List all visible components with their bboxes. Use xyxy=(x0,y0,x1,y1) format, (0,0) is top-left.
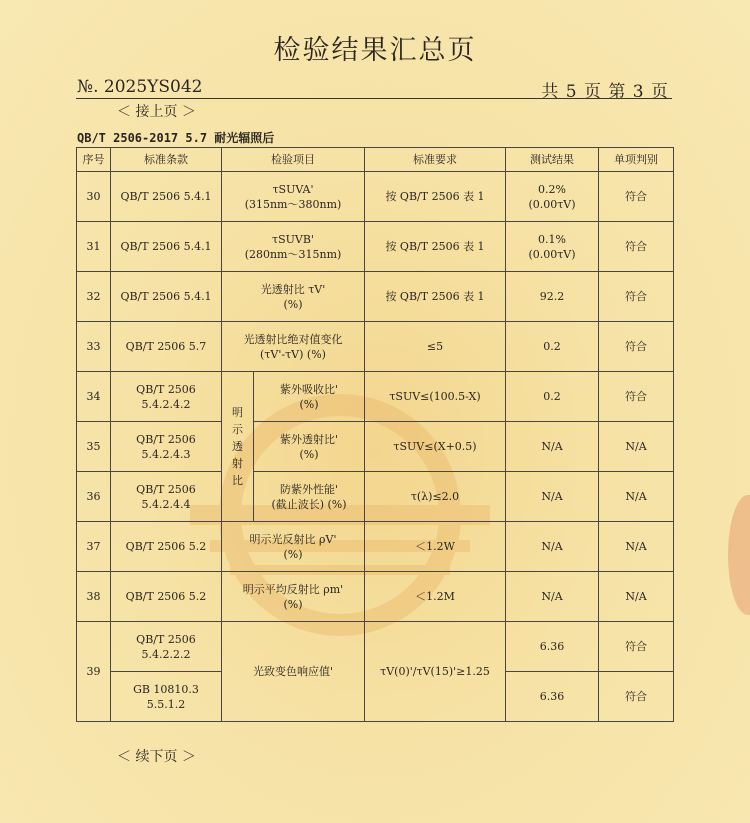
row-item xyxy=(222,322,365,372)
table-row xyxy=(77,522,674,572)
row-item xyxy=(254,372,365,422)
line-2: (0.00τV) xyxy=(528,197,576,211)
row-result: 6.36 xyxy=(506,622,599,672)
row-item xyxy=(222,272,365,322)
row-requirement: 按 QB/T 2506 表 1 xyxy=(365,272,506,322)
header-no: 序号 xyxy=(77,148,111,172)
row-clause: QB/T 2506 5.4.2.4.3 xyxy=(111,422,222,472)
row-requirement: ＜1.2M xyxy=(365,572,506,622)
row-result xyxy=(506,272,599,322)
continued-from-previous: ＜ 接上页 ＞ xyxy=(117,104,196,120)
header-requirement: 标准要求 xyxy=(365,148,506,172)
row-judgement: 符合 xyxy=(599,272,674,322)
row-requirement: 按 QB/T 2506 表 1 xyxy=(365,172,506,222)
row-judgement: 符合 xyxy=(599,622,674,672)
row-result xyxy=(506,222,599,272)
row-number: 34 xyxy=(77,372,111,422)
row-judgement: N/A xyxy=(599,422,674,472)
row-judgement: 符合 xyxy=(599,322,674,372)
row-judgement: 符合 xyxy=(599,672,674,722)
group-label: 明示透射比 xyxy=(222,372,254,522)
row-number: 37 xyxy=(77,522,111,572)
header-result: 测试结果 xyxy=(506,148,599,172)
row-result xyxy=(506,522,599,572)
line-1: 紫外透射比' xyxy=(279,432,339,446)
report-number: №. 2025YS042 xyxy=(77,77,203,97)
red-stamp xyxy=(728,495,750,615)
row-clause: GB 10810.3 5.5.1.2 xyxy=(111,672,222,722)
line-2: (280nm～315nm) xyxy=(244,247,342,261)
row-clause: QB/T 2506 5.4.2.2.2 xyxy=(111,622,222,672)
line-1: τSUVB' xyxy=(272,232,314,246)
row-number: 35 xyxy=(77,422,111,472)
row-number: 39 xyxy=(77,622,111,722)
row-clause: QB/T 2506 5.4.1 xyxy=(111,272,222,322)
row-judgement: N/A xyxy=(599,472,674,522)
line-1: 0.2% xyxy=(538,182,566,196)
line-2: (%) xyxy=(299,397,319,411)
table-row xyxy=(77,472,674,522)
table-row xyxy=(77,372,674,422)
row-clause: QB/T 2506 5.4.1 xyxy=(111,222,222,272)
row-item xyxy=(254,472,365,522)
line-1: N/A xyxy=(541,440,563,453)
table-row xyxy=(77,622,674,672)
table-header-row xyxy=(77,148,674,172)
header-divider xyxy=(76,98,672,99)
row-result: 6.36 xyxy=(506,672,599,722)
row-clause: QB/T 2506 5.4.2.4.2 xyxy=(111,372,222,422)
row-result xyxy=(506,172,599,222)
line-1: τSUVA' xyxy=(272,182,314,196)
row-requirement: ≤5 xyxy=(365,322,506,372)
row-item xyxy=(254,422,365,472)
line-2: (315nm～380nm) xyxy=(244,197,342,211)
header-judgement: 单项判别 xyxy=(599,148,674,172)
row-item xyxy=(222,522,365,572)
page-indicator: 共 5 页 第 3 页 xyxy=(541,82,668,102)
row-number: 31 xyxy=(77,222,111,272)
line-1: 92.2 xyxy=(539,290,565,303)
row-judgement: 符合 xyxy=(599,372,674,422)
continued-on-next: ＜ 续下页 ＞ xyxy=(117,749,196,765)
line-1: 光透射比 τV' xyxy=(260,282,326,296)
line-2: (%) xyxy=(283,597,303,611)
row-judgement: 符合 xyxy=(599,222,674,272)
line-1: N/A xyxy=(541,540,563,553)
row-requirement: ＜1.2W xyxy=(365,522,506,572)
row-item xyxy=(222,222,365,272)
table-row xyxy=(77,572,674,622)
row-requirement: τV(0)'/τV(15)'≥1.25 xyxy=(365,622,506,722)
row-requirement: τSUV≤(X+0.5) xyxy=(365,422,506,472)
table-row xyxy=(77,272,674,322)
page-title: 检验结果汇总页 xyxy=(273,35,477,66)
row-clause: QB/T 2506 5.2 xyxy=(111,572,222,622)
line-1: N/A xyxy=(541,590,563,603)
row-judgement: N/A xyxy=(599,572,674,622)
line-1: 明示平均反射比 ρm' xyxy=(242,582,344,596)
row-result xyxy=(506,422,599,472)
row-number: 33 xyxy=(77,322,111,372)
section-heading: QB/T 2506-2017 5.7 耐光辐照后 xyxy=(77,131,275,145)
row-requirement: 按 QB/T 2506 表 1 xyxy=(365,222,506,272)
line-2: (0.00τV) xyxy=(528,247,576,261)
row-result xyxy=(506,572,599,622)
row-result xyxy=(506,322,599,372)
row-item xyxy=(222,572,365,622)
row-number: 30 xyxy=(77,172,111,222)
table-row xyxy=(77,172,674,222)
row-item: 光致变色响应值' xyxy=(222,622,365,722)
header-item: 检验项目 xyxy=(222,148,365,172)
line-2: (%) xyxy=(299,447,319,461)
row-judgement: N/A xyxy=(599,522,674,572)
row-number: 38 xyxy=(77,572,111,622)
row-judgement: 符合 xyxy=(599,172,674,222)
row-requirement: τSUV≤(100.5-X) xyxy=(365,372,506,422)
row-clause: QB/T 2506 5.4.1 xyxy=(111,172,222,222)
row-clause: QB/T 2506 5.4.2.4.4 xyxy=(111,472,222,522)
row-requirement: τ(λ)≤2.0 xyxy=(365,472,506,522)
row-number: 32 xyxy=(77,272,111,322)
row-clause: QB/T 2506 5.7 xyxy=(111,322,222,372)
row-clause: QB/T 2506 5.2 xyxy=(111,522,222,572)
line-1: 0.2 xyxy=(543,390,561,403)
row-item xyxy=(222,172,365,222)
line-2: (%) xyxy=(283,547,303,561)
header-clause: 标准条款 xyxy=(111,148,222,172)
line-1: 明示光反射比 ρV' xyxy=(249,532,337,546)
results-table xyxy=(76,147,674,722)
line-2: (%) xyxy=(283,297,303,311)
line-2: (截止波长) (%) xyxy=(271,497,347,511)
line-1: 光透射比绝对值变化 xyxy=(243,332,343,346)
line-2: (τV'-τV) (%) xyxy=(260,347,326,361)
row-number: 36 xyxy=(77,472,111,522)
table-row xyxy=(77,422,674,472)
line-1: 0.1% xyxy=(538,232,566,246)
table-row xyxy=(77,322,674,372)
line-1: 防紫外性能' xyxy=(279,482,339,496)
line-1: N/A xyxy=(541,490,563,503)
line-1: 0.2 xyxy=(543,340,561,353)
line-1: 紫外吸收比' xyxy=(279,382,339,396)
row-result xyxy=(506,372,599,422)
row-result xyxy=(506,472,599,522)
table-row xyxy=(77,222,674,272)
